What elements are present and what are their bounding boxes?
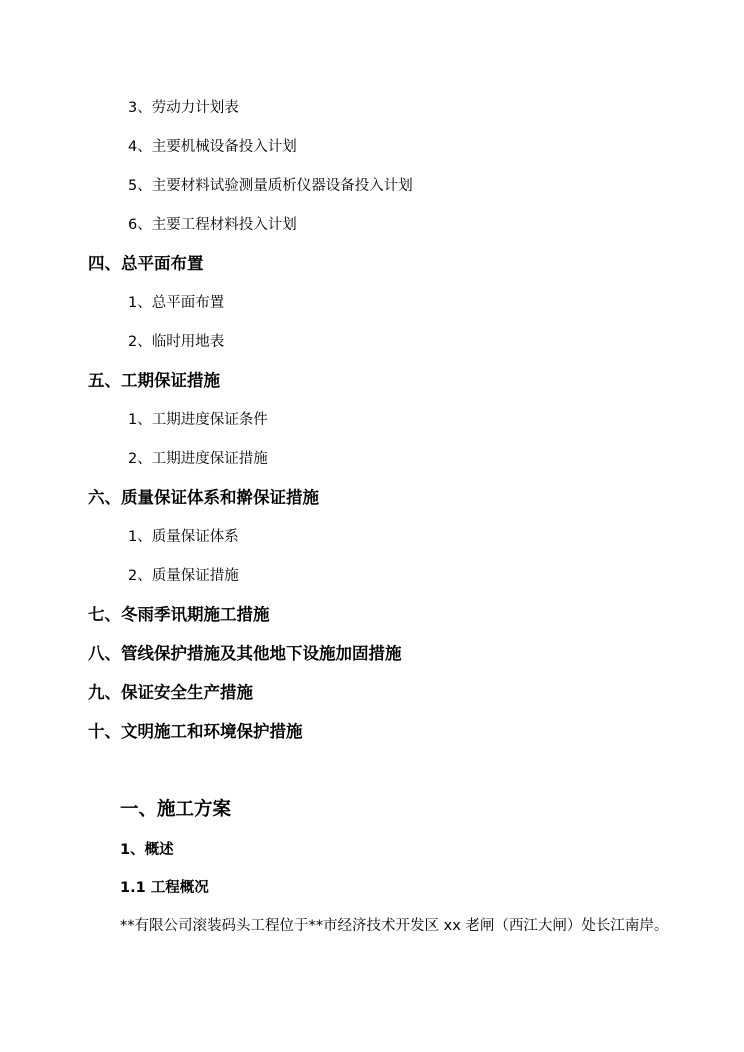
toc-subsection-entry: 2、质量保证措施 <box>128 568 239 584</box>
toc-subsection-entry: 1、工期进度保证条件 <box>128 412 268 428</box>
toc-subsection-entry: 1、质量保证体系 <box>128 529 239 545</box>
toc-section-entry: 七、冬雨季讯期施工措施 <box>88 605 270 624</box>
section-heading: 一、施工方案 <box>120 799 232 820</box>
toc-section-entry: 五、工期保证措施 <box>88 371 220 390</box>
toc-section-entry: 四、总平面布置 <box>88 254 204 273</box>
toc-section-entry: 十、文明施工和环境保护措施 <box>88 722 303 741</box>
toc-subsection-entry: 5、主要材料试验测量质析仪器设备投入计划 <box>128 178 413 194</box>
subsubsection-heading: 1.1 工程概况 <box>120 880 209 896</box>
toc-section-entry: 八、管线保护措施及其他地下设施加固措施 <box>88 644 402 663</box>
toc-subsection-entry: 4、主要机械设备投入计划 <box>128 139 297 155</box>
toc-subsection-entry: 1、总平面布置 <box>128 295 225 311</box>
subsection-heading: 1、概述 <box>120 842 174 858</box>
toc-section-entry: 九、保证安全生产措施 <box>88 683 253 702</box>
toc-subsection-entry: 3、劳动力计划表 <box>128 100 239 116</box>
toc-subsection-entry: 6、主要工程材料投入计划 <box>128 217 297 233</box>
body-paragraph: **有限公司滚装码头工程位于**市经济技术开发区 xx 老闸（西江大闸）处长江南岸。 <box>120 918 669 934</box>
toc-section-entry: 六、质量保证体系和擀保证措施 <box>88 488 319 507</box>
toc-subsection-entry: 2、临时用地表 <box>128 334 225 350</box>
toc-subsection-entry: 2、工期进度保证措施 <box>128 451 268 467</box>
